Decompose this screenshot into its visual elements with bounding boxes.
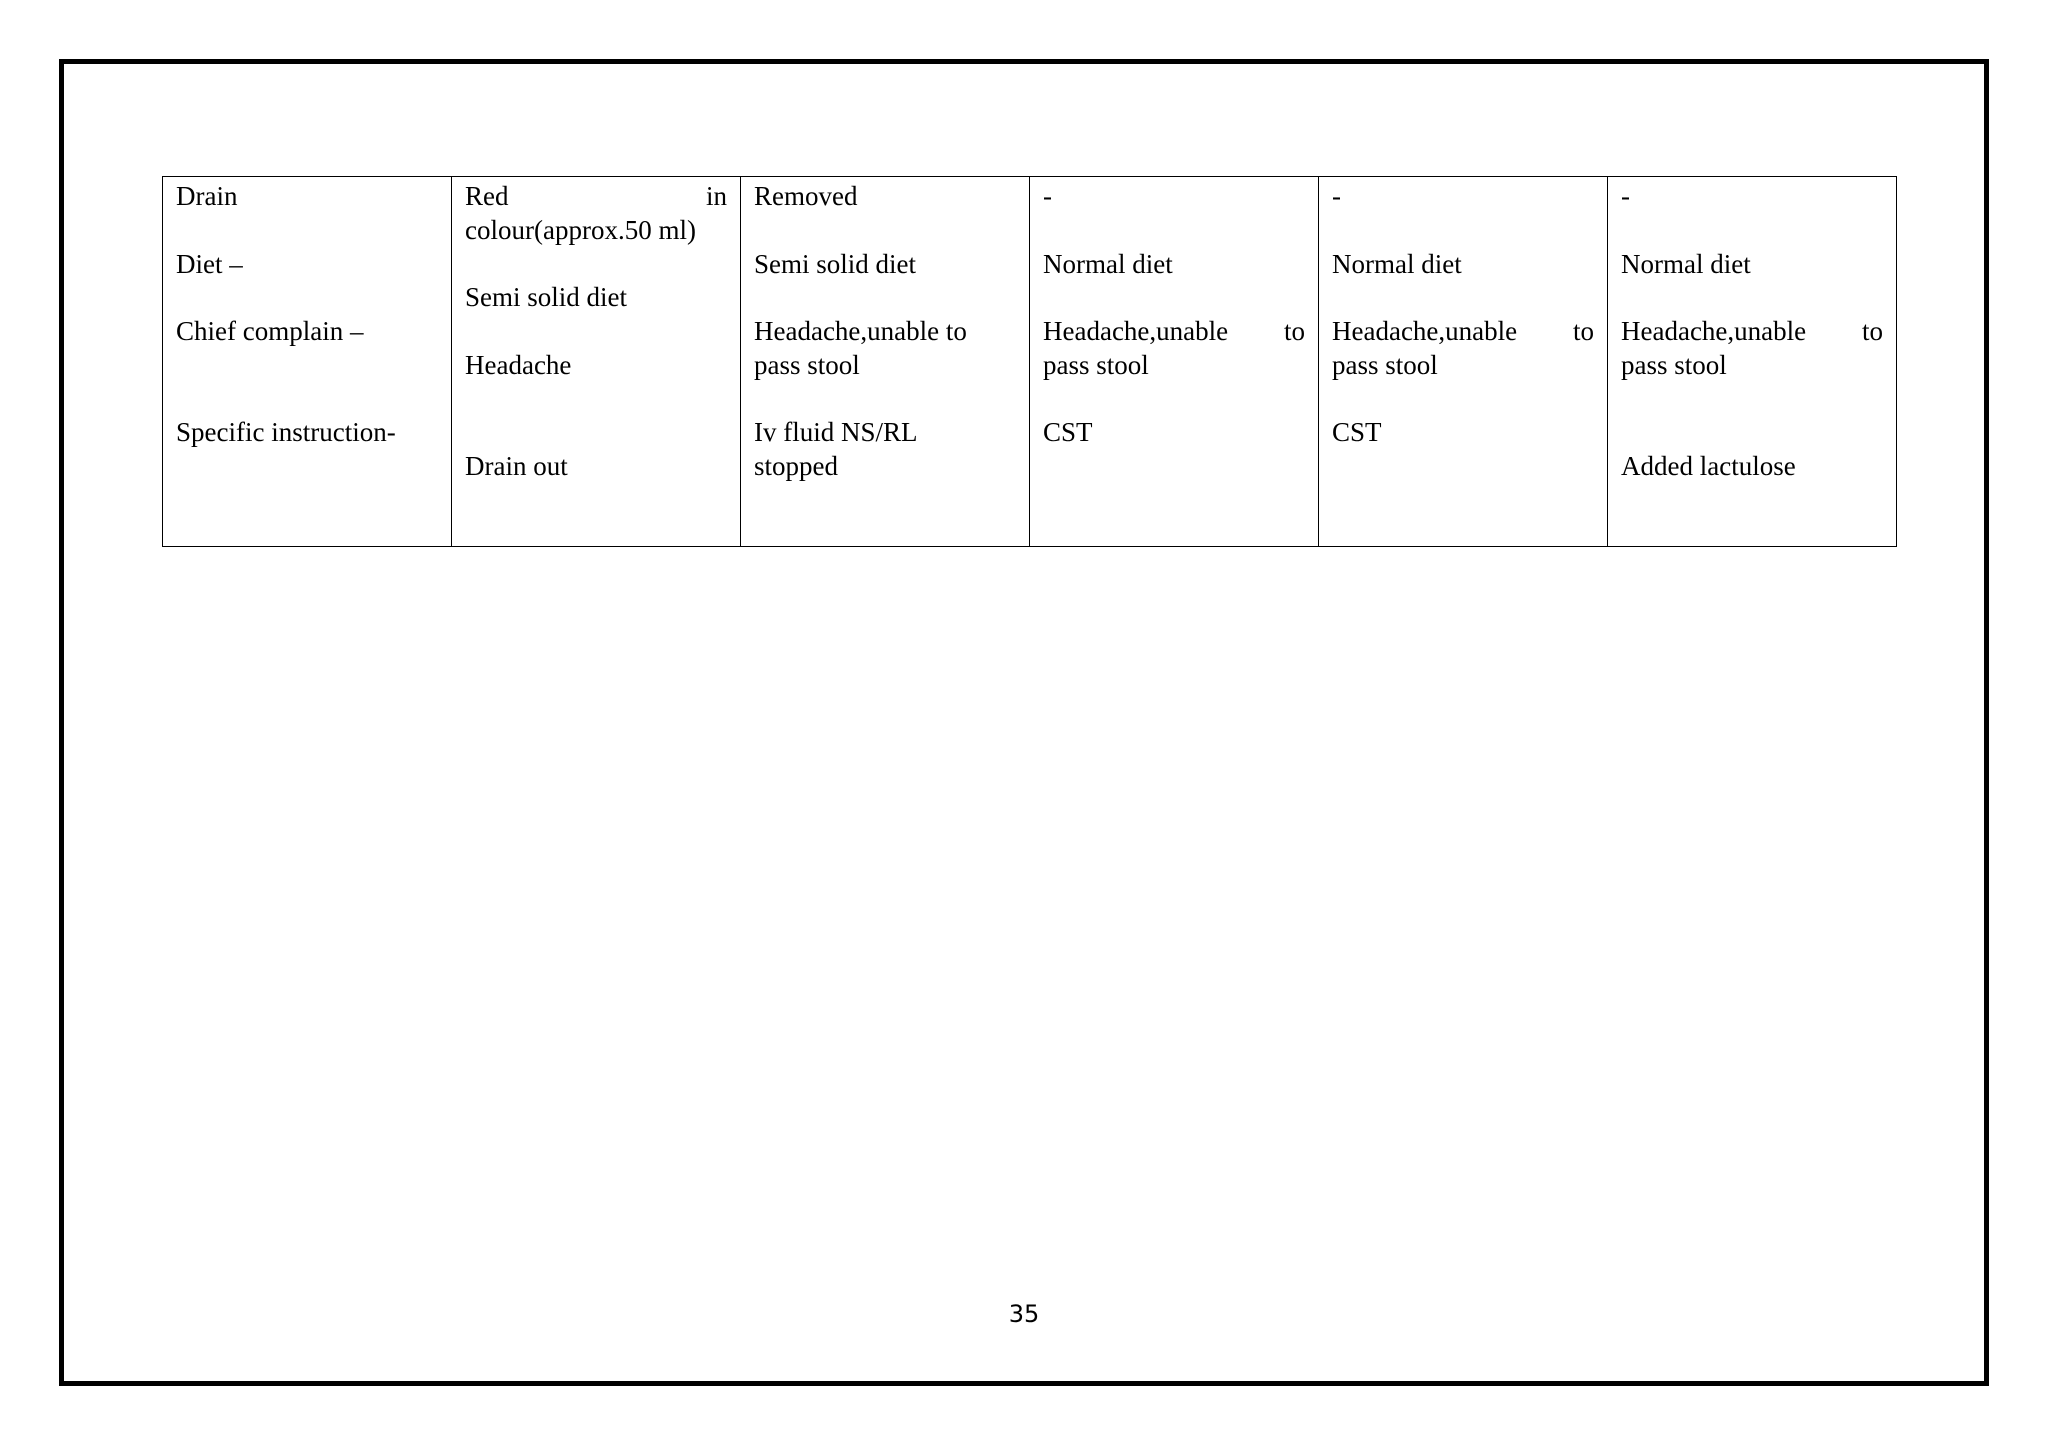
drain-value-word2: in — [705, 181, 727, 211]
label-chief-complain: Chief complain – — [176, 316, 364, 346]
chief-complain-value-line1 — [1332, 314, 1594, 348]
specific-instruction-value: CST — [1332, 417, 1382, 447]
specific-instruction-value: Drain out — [465, 451, 568, 481]
patient-progress-table — [162, 176, 1897, 547]
chief-complain-word1: Headache,unable — [1043, 316, 1229, 346]
table-cell-day-4 — [1030, 177, 1319, 547]
diet-value: Normal diet — [1043, 249, 1173, 279]
chief-complain-word2: to — [1283, 316, 1305, 346]
drain-value: - — [1332, 181, 1341, 211]
table-cell-day-2 — [452, 177, 741, 547]
chief-complain-word2: to — [1861, 316, 1883, 346]
page-number: 35 — [1008, 1300, 1040, 1328]
chief-complain-word1: Headache,unable — [1621, 316, 1807, 346]
table-cell-day-6 — [1608, 177, 1897, 547]
chief-complain-value-line2: pass stool — [754, 350, 860, 380]
table-cell-day-3 — [741, 177, 1030, 547]
drain-value-word1: Red — [465, 181, 509, 211]
specific-instruction-value: Added lactulose — [1621, 451, 1796, 481]
drain-value: - — [1621, 181, 1630, 211]
chief-complain-value-line2: pass stool — [1043, 350, 1149, 380]
label-drain: Drain — [176, 181, 238, 211]
diet-value: Semi solid diet — [465, 282, 627, 312]
diet-value: Normal diet — [1332, 249, 1462, 279]
label-diet: Diet – — [176, 249, 243, 279]
chief-complain-value-line1 — [1621, 314, 1883, 348]
chief-complain-value-line2: pass stool — [1332, 350, 1438, 380]
drain-value-line1 — [465, 179, 727, 213]
chief-complain-word2: to — [1572, 316, 1594, 346]
drain-value: Removed — [754, 181, 858, 211]
drain-value-line2: colour(approx.50 ml) — [465, 215, 696, 245]
drain-value: - — [1043, 181, 1052, 211]
chief-complain-value: Headache — [465, 350, 572, 380]
specific-instruction-value: CST — [1043, 417, 1093, 447]
specific-instruction-value-line2: stopped — [754, 451, 838, 481]
table-row — [163, 177, 1897, 547]
chief-complain-value-line1: Headache,unable to — [754, 316, 967, 346]
chief-complain-value-line2: pass stool — [1621, 350, 1727, 380]
chief-complain-word1: Headache,unable — [1332, 316, 1518, 346]
table-cell-day-5 — [1319, 177, 1608, 547]
label-specific-instruction: Specific instruction- — [176, 417, 396, 447]
diet-value: Semi solid diet — [754, 249, 916, 279]
specific-instruction-value-line1: Iv fluid NS/RL — [754, 417, 918, 447]
table-cell-labels — [163, 177, 452, 547]
diet-value: Normal diet — [1621, 249, 1751, 279]
chief-complain-value-line1 — [1043, 314, 1305, 348]
